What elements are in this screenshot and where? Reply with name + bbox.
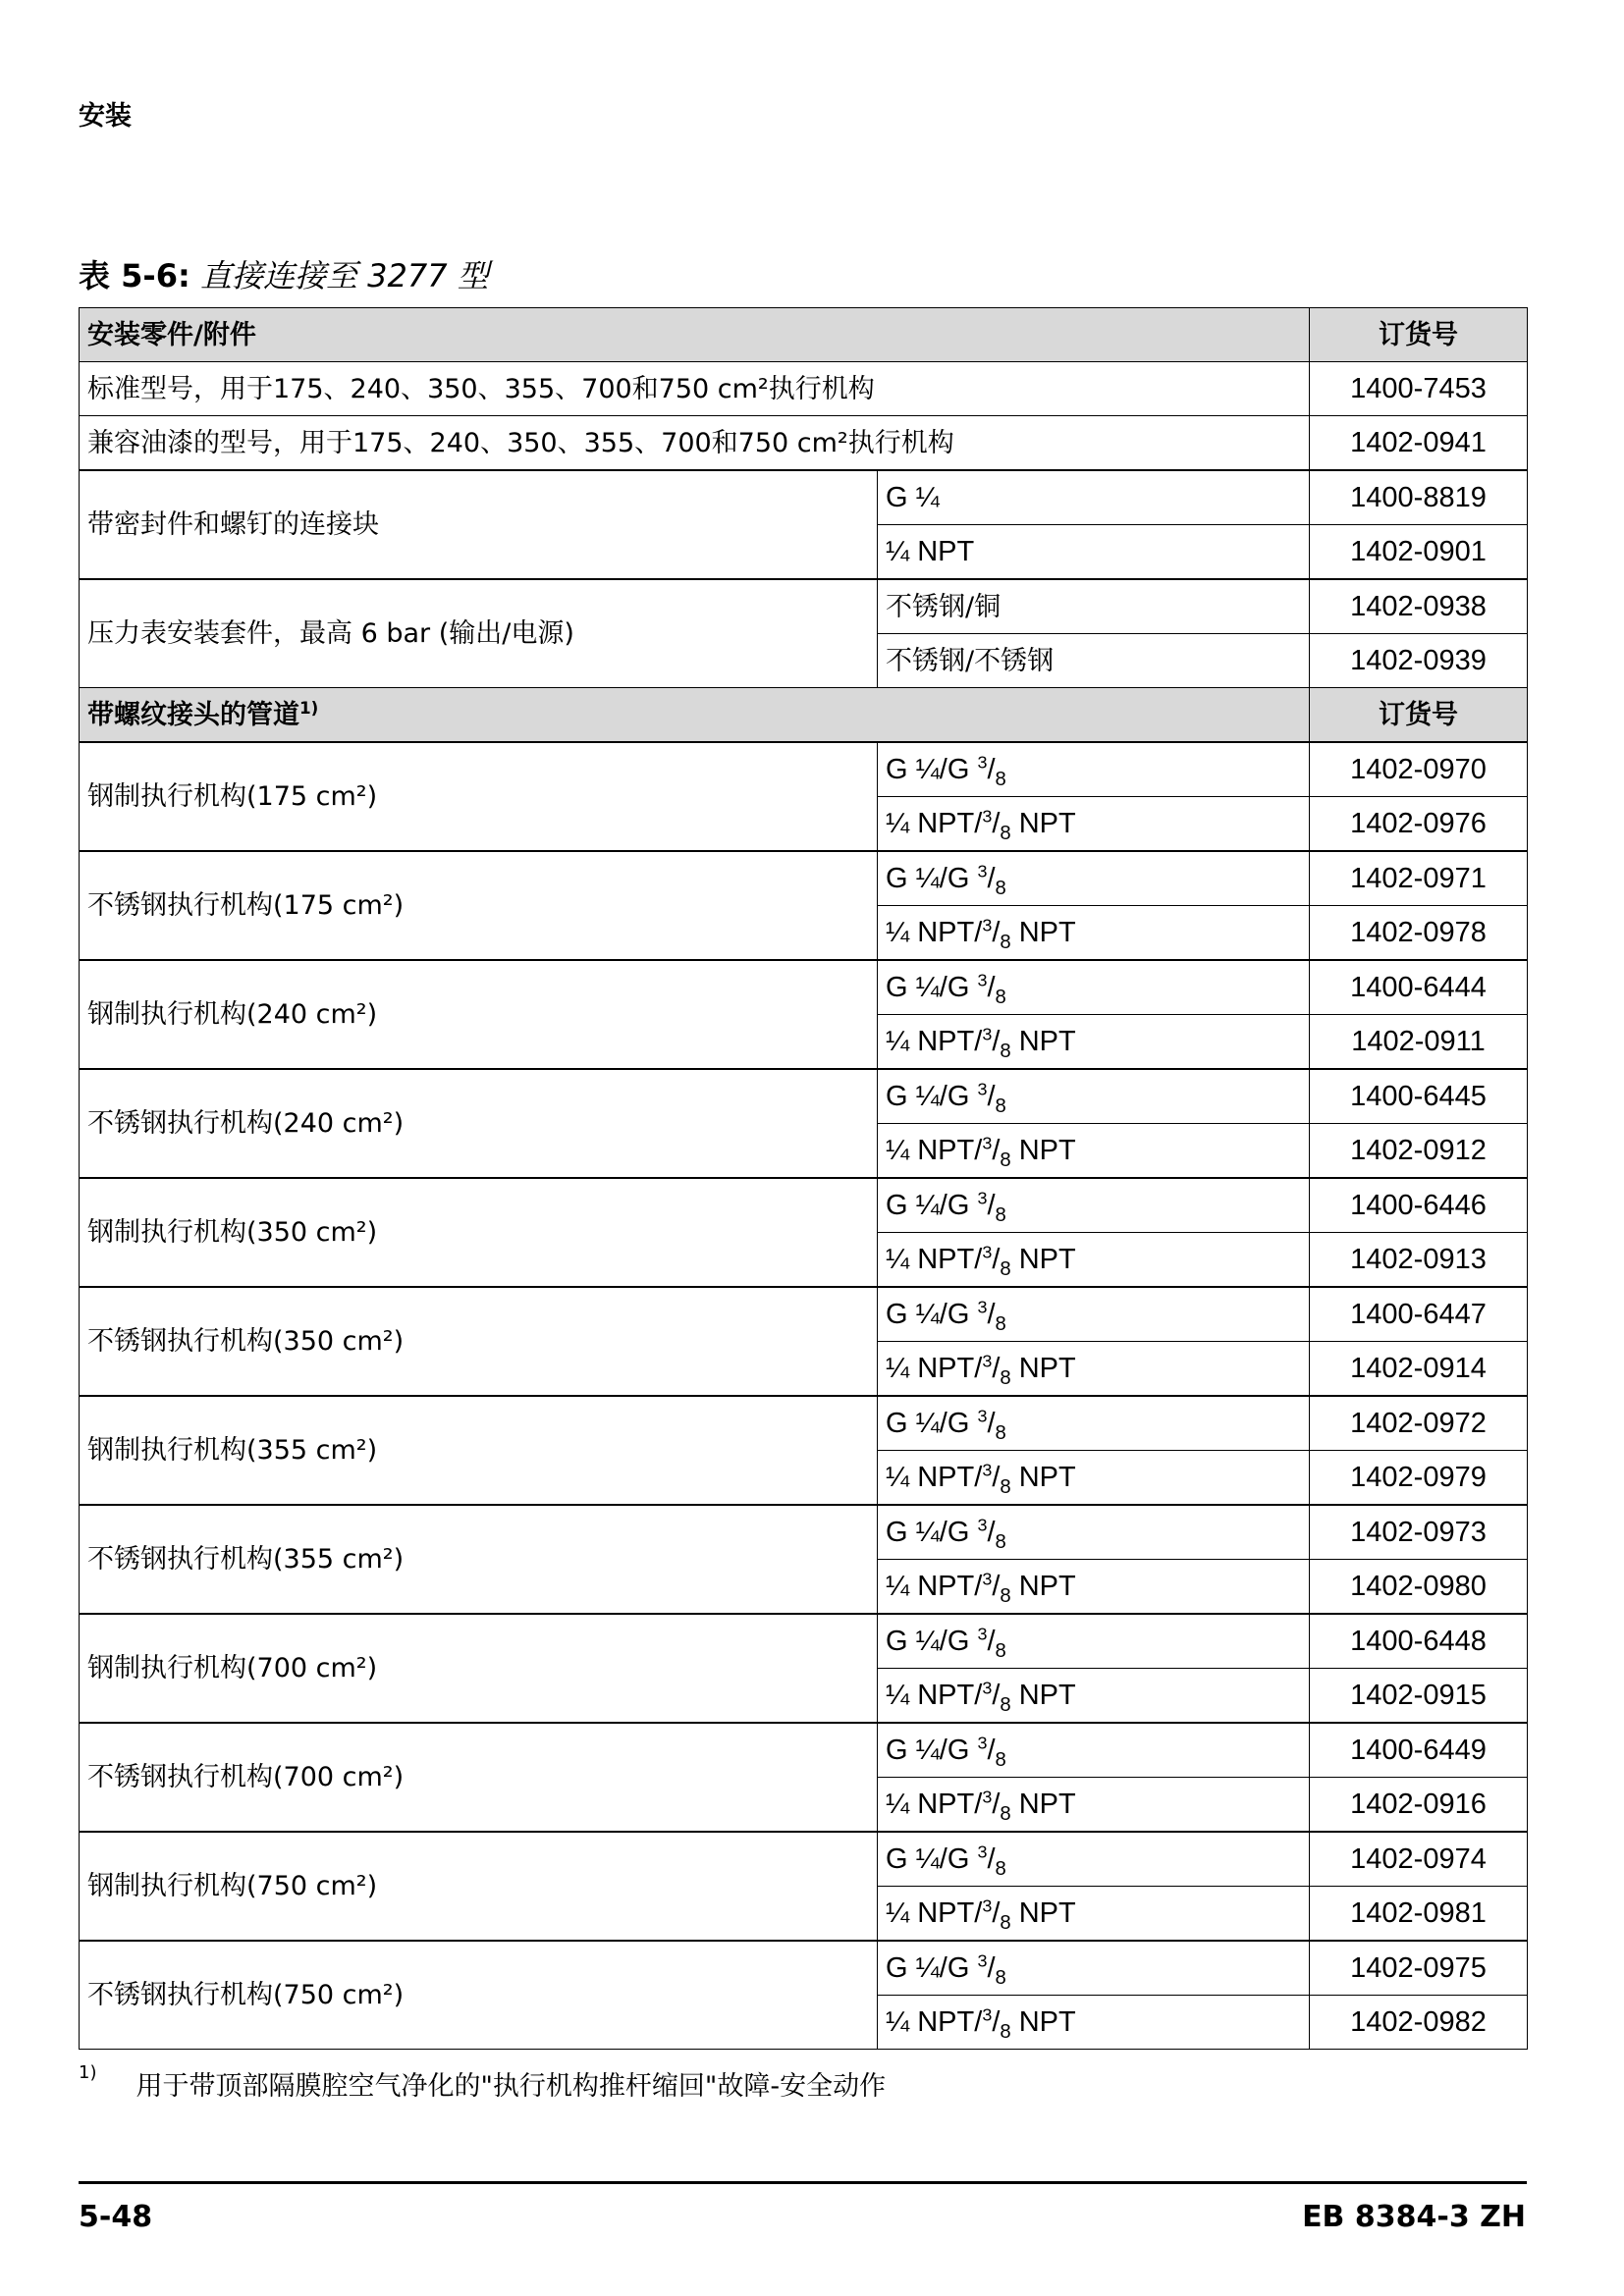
order-number: 1400-8819 <box>1310 470 1528 525</box>
order-number: 1400-6446 <box>1310 1178 1528 1233</box>
order-number: 1402-0979 <box>1310 1451 1528 1506</box>
variant-cell: G ¼/G $^3/_8$ <box>878 960 1310 1015</box>
row-label: 标准型号，用于175、240、350、355、700和750 cm²执行机构 <box>80 362 1310 416</box>
table-title <box>79 251 489 296</box>
order-number: 1402-0912 <box>1310 1124 1528 1179</box>
variant-cell: G ¼/G $^3/_8$ <box>878 1396 1310 1451</box>
parts-table <box>79 307 1528 2050</box>
order-number: 1400-6445 <box>1310 1069 1528 1124</box>
variant-cell: ¼ NPT <box>878 525 1310 580</box>
pipe-label: 钢制执行机构(175 cm²) <box>80 742 878 851</box>
order-number: 1402-0973 <box>1310 1505 1528 1560</box>
variant-cell: 不锈钢/不锈钢 <box>878 634 1310 688</box>
pipe-row <box>80 851 1528 906</box>
pipe-row <box>80 1505 1528 1560</box>
variant-cell: G ¼ <box>878 470 1310 525</box>
variant-cell: ¼ NPT/$^3/_8$ NPT <box>878 1451 1310 1506</box>
variant-cell: G ¼/G $^3/_8$ <box>878 1941 1310 1996</box>
pipe-row <box>80 1832 1528 1887</box>
table-caption: 直接连接至 3277 型 <box>199 257 489 294</box>
order-number: 1402-0939 <box>1310 634 1528 688</box>
pipe-label: 不锈钢执行机构(355 cm²) <box>80 1505 878 1614</box>
order-number: 1402-0978 <box>1310 906 1528 961</box>
table-row <box>80 579 1528 634</box>
variant-cell: G ¼/G $^3/_8$ <box>878 1614 1310 1669</box>
variant-cell: ¼ NPT/$^3/_8$ NPT <box>878 1669 1310 1724</box>
gauge-kit-label: 压力表安装套件，最高 6 bar (输出/电源) <box>80 579 878 688</box>
variant-cell: ¼ NPT/$^3/_8$ NPT <box>878 1233 1310 1288</box>
pipe-label: 钢制执行机构(750 cm²) <box>80 1832 878 1941</box>
variant-cell: ¼ NPT/$^3/_8$ NPT <box>878 1778 1310 1833</box>
pipe-label: 不锈钢执行机构(750 cm²) <box>80 1941 878 2050</box>
connection-block-label: 带密封件和螺钉的连接块 <box>80 470 878 579</box>
pipe-label: 不锈钢执行机构(700 cm²) <box>80 1723 878 1832</box>
variant-cell: G ¼/G $^3/_8$ <box>878 1069 1310 1124</box>
pipe-label: 钢制执行机构(240 cm²) <box>80 960 878 1069</box>
document-code: EB 8384-3 ZH <box>1302 2200 1526 2234</box>
pipe-label: 钢制执行机构(700 cm²) <box>80 1614 878 1723</box>
order-number: 1402-0976 <box>1310 797 1528 852</box>
variant-cell: ¼ NPT/$^3/_8$ NPT <box>878 1124 1310 1179</box>
table-row <box>80 470 1528 525</box>
pipes-order-header: 订货号 <box>1310 688 1528 743</box>
pipe-row <box>80 1178 1528 1233</box>
order-number: 1402-0901 <box>1310 525 1528 580</box>
footnote-ref: 1) <box>299 697 319 718</box>
pipes-header: 带螺纹接头的管道$^{1)}$ <box>80 688 1310 743</box>
pipe-label: 不锈钢执行机构(350 cm²) <box>80 1287 878 1396</box>
variant-cell: G ¼/G $^3/_8$ <box>878 1178 1310 1233</box>
order-number: 1400-6449 <box>1310 1723 1528 1778</box>
variant-cell: 不锈钢/铜 <box>878 579 1310 634</box>
footnote-text: 用于带顶部隔膜腔空气净化的"执行机构推杆缩回"故障-安全动作 <box>135 2071 887 2102</box>
footer-rule <box>79 2181 1527 2184</box>
order-number: 1402-0913 <box>1310 1233 1528 1288</box>
variant-cell: G ¼/G $^3/_8$ <box>878 851 1310 906</box>
order-number: 1402-0941 <box>1310 416 1528 471</box>
table-header-row <box>80 308 1528 362</box>
variant-cell: ¼ NPT/$^3/_8$ NPT <box>878 906 1310 961</box>
pipe-row <box>80 1287 1528 1342</box>
order-number: 1402-0914 <box>1310 1342 1528 1397</box>
order-number: 1402-0975 <box>1310 1941 1528 1996</box>
pipe-label: 不锈钢执行机构(240 cm²) <box>80 1069 878 1178</box>
order-number: 1402-0911 <box>1310 1015 1528 1070</box>
pipe-label: 钢制执行机构(350 cm²) <box>80 1178 878 1287</box>
pipe-row <box>80 960 1528 1015</box>
footnote <box>79 2064 886 2103</box>
variant-cell: G ¼/G $^3/_8$ <box>878 1505 1310 1560</box>
variant-cell: ¼ NPT/$^3/_8$ NPT <box>878 797 1310 852</box>
variant-cell: ¼ NPT/$^3/_8$ NPT <box>878 1887 1310 1942</box>
variant-cell: ¼ NPT/$^3/_8$ NPT <box>878 1560 1310 1615</box>
variant-cell: ¼ NPT/$^3/_8$ NPT <box>878 1996 1310 2050</box>
order-number: 1402-0981 <box>1310 1887 1528 1942</box>
order-number: 1402-0971 <box>1310 851 1528 906</box>
column-header-order: 订货号 <box>1310 308 1528 362</box>
pipe-row <box>80 1069 1528 1124</box>
table-row <box>80 416 1528 471</box>
variant-cell: G ¼/G $^3/_8$ <box>878 742 1310 797</box>
footnote-mark: 1) <box>79 2062 97 2083</box>
order-number: 1402-0972 <box>1310 1396 1528 1451</box>
page-number: 5-48 <box>79 2200 153 2234</box>
variant-cell: G ¼/G $^3/_8$ <box>878 1287 1310 1342</box>
pipe-label: 钢制执行机构(355 cm²) <box>80 1396 878 1505</box>
order-number: 1402-0938 <box>1310 579 1528 634</box>
order-number: 1400-6447 <box>1310 1287 1528 1342</box>
row-label: 兼容油漆的型号，用于175、240、350、355、700和750 cm²执行机构 <box>80 416 1310 471</box>
column-header-part: 安装零件/附件 <box>80 308 1310 362</box>
order-number: 1402-0916 <box>1310 1778 1528 1833</box>
order-number: 1402-0915 <box>1310 1669 1528 1724</box>
variant-cell: ¼ NPT/$^3/_8$ NPT <box>878 1342 1310 1397</box>
variant-cell: ¼ NPT/$^3/_8$ NPT <box>878 1015 1310 1070</box>
pipe-label: 不锈钢执行机构(175 cm²) <box>80 851 878 960</box>
pipe-row <box>80 1941 1528 1996</box>
pipe-row <box>80 1396 1528 1451</box>
pipe-row <box>80 1723 1528 1778</box>
order-number: 1400-6444 <box>1310 960 1528 1015</box>
order-number: 1400-7453 <box>1310 362 1528 416</box>
order-number: 1402-0980 <box>1310 1560 1528 1615</box>
pipe-row <box>80 742 1528 797</box>
table-number: 表 5-6: <box>79 257 190 294</box>
order-number: 1402-0982 <box>1310 1996 1528 2050</box>
order-number: 1400-6448 <box>1310 1614 1528 1669</box>
table-row <box>80 362 1528 416</box>
order-number: 1402-0974 <box>1310 1832 1528 1887</box>
pipe-row <box>80 1614 1528 1669</box>
section-heading: 安装 <box>79 101 132 132</box>
order-number: 1402-0970 <box>1310 742 1528 797</box>
variant-cell: G ¼/G $^3/_8$ <box>878 1723 1310 1778</box>
pipes-header-row <box>80 688 1528 743</box>
variant-cell: G ¼/G $^3/_8$ <box>878 1832 1310 1887</box>
